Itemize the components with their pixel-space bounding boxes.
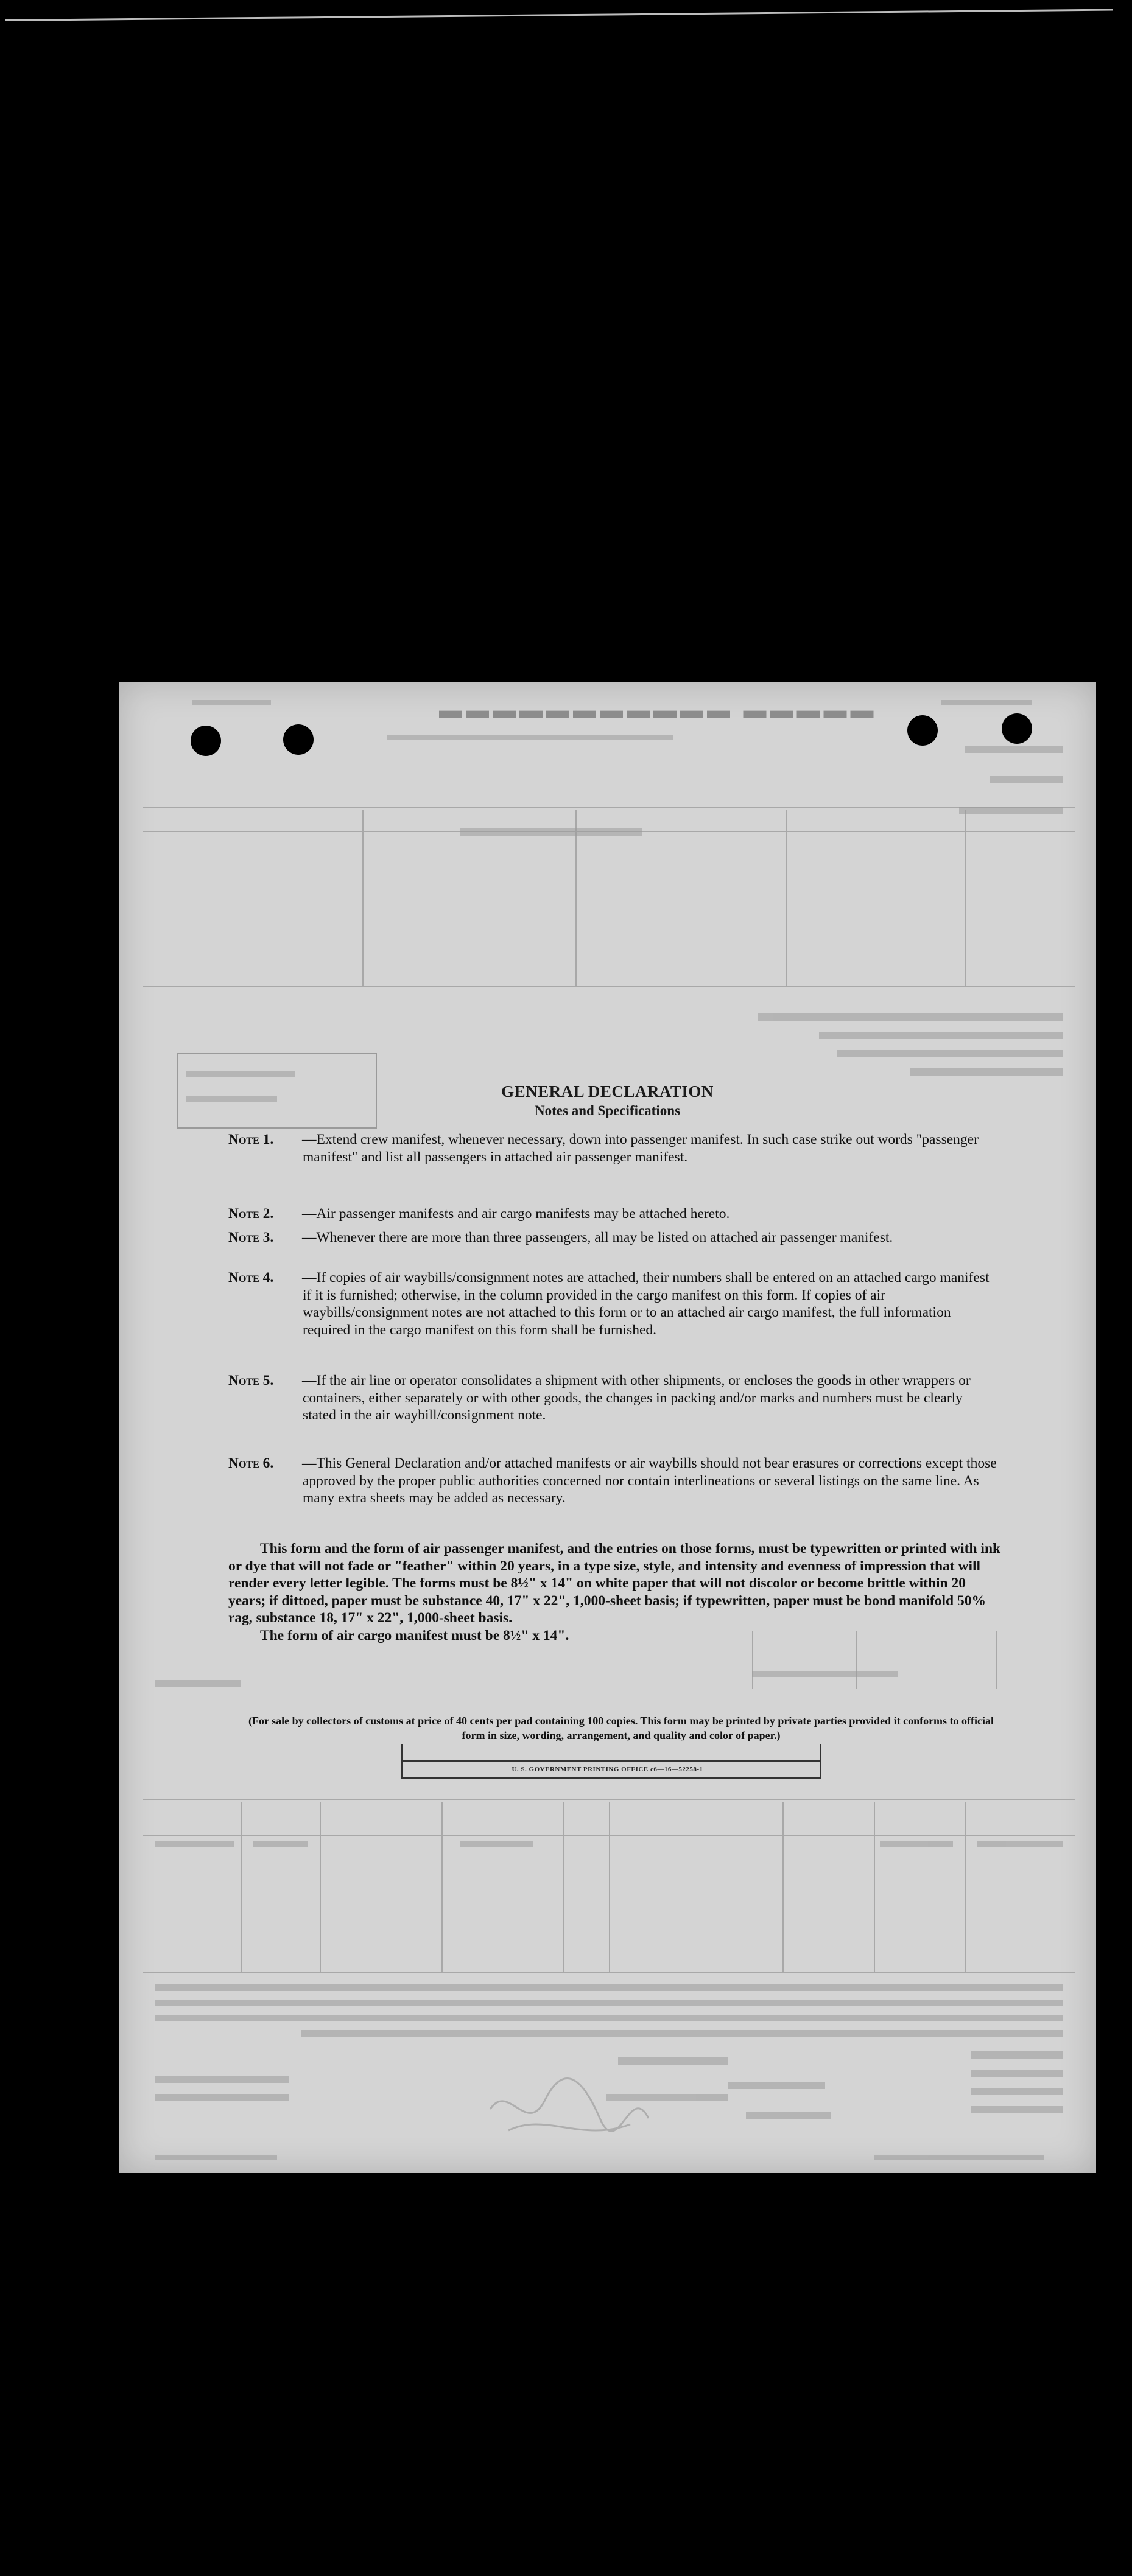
note-label: Note 1. — [228, 1132, 274, 1147]
note-text: —Air passenger manifests and air cargo manifests may be attached hereto. — [302, 1206, 730, 1222]
note-label: Note 6. — [228, 1455, 274, 1471]
note-5 — [228, 1372, 999, 1424]
note-text: —Whenever there are more than three passengers, all may be listed on attached air passenger manifest. — [302, 1230, 893, 1245]
form-title: GENERAL DECLARATION — [501, 1082, 714, 1101]
note-label: Note 3. — [228, 1230, 274, 1245]
form-sheet — [119, 682, 1096, 2173]
note-1 — [228, 1131, 999, 1166]
printer-imprint: U. S. GOVERNMENT PRINTING OFFICE c6—16—52258-1 — [512, 1766, 703, 1773]
note-3 — [228, 1229, 999, 1247]
note-4 — [228, 1269, 999, 1339]
reverse-side-title-texture: ▬▬▬▬▬ ▬▬▬▬▬▬▬▬▬▬▬ — [435, 698, 874, 723]
form-subtitle: Notes and Specifications — [535, 1103, 680, 1118]
note-2 — [228, 1205, 999, 1223]
spec-text: This form and the form of air passenger manifest, and the entries on those forms, must be typewritten or printed with ink or dye that will not fade or "feather" within 20 years, in a type size, style, and intensity and evenness of impression that will render every letter legible. The forms must be 8½" x 14" on white paper that will not discolor or become brittle within 20 years; if dittoed, paper must be substance 40, 17" x 22", 1,000-sheet basis; if typewritten, paper must be bond manifold 50% rag, substance 18, 17" x 22", 1,000-sheet basis. — [228, 1541, 1001, 1626]
note-text: —This General Declaration and/or attached manifests or air waybills should not bear erasures or corrections except those approved by the proper public authorities concerned nor contain interlineations or several listings on the same line. As many extra sheets may be added as necessary. — [302, 1455, 997, 1506]
specification-paragraph — [228, 1540, 1002, 1644]
note-label: Note 2. — [228, 1206, 274, 1222]
note-text: —If copies of air waybills/consignment notes are attached, their numbers shall be entered on an attached cargo manifest if it is furnished; otherwise, in the column provided in the cargo manifest on this form. If copies of air waybills/consignment notes are not attached to this form or to an attached air cargo manifest, the full information required in the cargo manifest on this form shall be furnished. — [302, 1270, 990, 1338]
note-text: —Extend crew manifest, whenever necessary, down into passenger manifest. In such case strike out words "passenger manifest" and list all passengers in attached air passenger manifest. — [302, 1132, 979, 1165]
divider-rule — [401, 1760, 821, 1762]
divider-rule — [401, 1744, 403, 1779]
note-text: —If the air line or operator consolidates a shipment with other shipments, or encloses the goods in other wrappers or containers, either separately or with other goods, the changes in packing and/or marks and numbers must be clearly stated in the air waybill/consignment note. — [302, 1373, 971, 1423]
sale-notice: (For sale by collectors of customs at price of 40 cents per pad containing 100 copies. This form may be printed by private parties provided it conforms to official form in size, wording, arrangement, and quality and color of paper.) — [248, 1715, 994, 1741]
note-6 — [228, 1455, 999, 1507]
divider-rule — [401, 1777, 821, 1779]
note-label: Note 4. — [228, 1270, 274, 1286]
cargo-size-text: The form of air cargo manifest must be 8½" x 14". — [260, 1627, 569, 1643]
film-edge-line — [5, 9, 1113, 21]
note-label: Note 5. — [228, 1373, 274, 1388]
divider-rule — [820, 1744, 821, 1779]
reverse-side-text-texture — [119, 682, 1096, 2173]
